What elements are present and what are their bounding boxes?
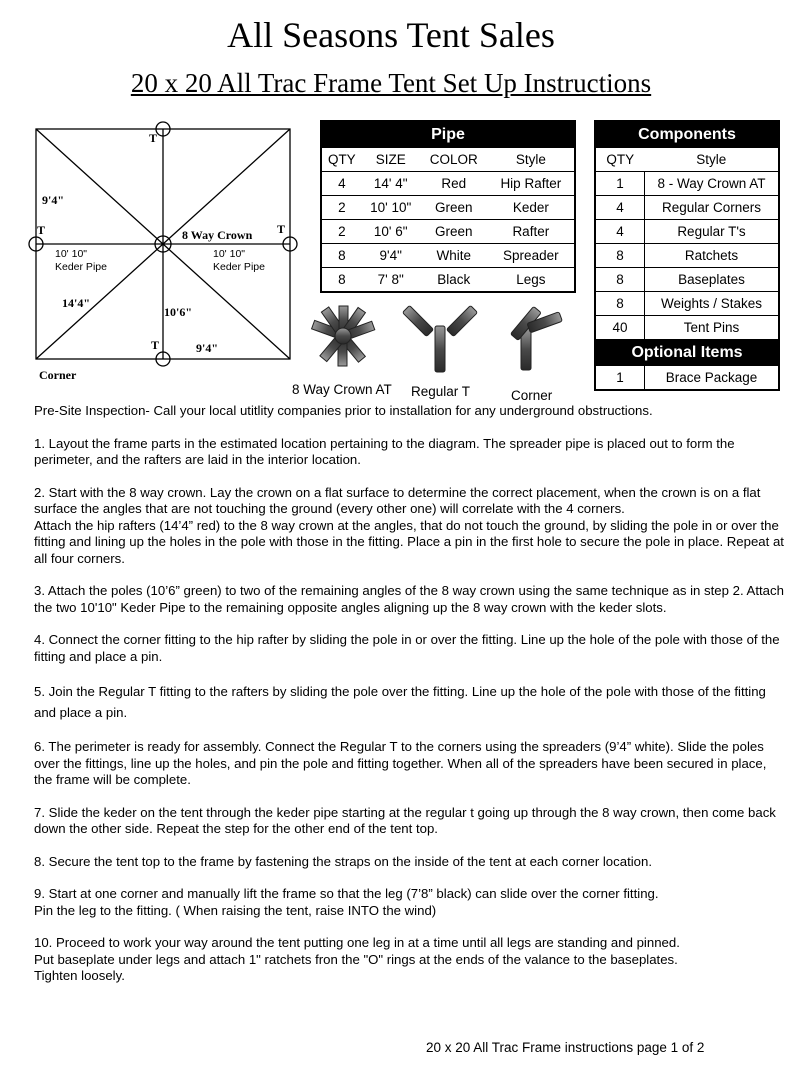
t-label-left: T [37,223,46,237]
regular-t-fitting-image [402,305,477,372]
t-label-right: T [277,222,286,236]
cell: Green [420,220,488,244]
cell: Legs [488,268,575,293]
cell: 8 [321,268,362,293]
table-row [321,268,575,293]
dim-9-4-bottom: 9'4" [196,341,218,355]
table-row [595,268,779,292]
dim-9-4-left: 9'4" [42,193,64,207]
table-row [595,220,779,244]
t-label-top: T [149,131,158,145]
frame-diagram [25,120,305,385]
page-title: All Seasons Tent Sales [227,15,555,55]
cell: 10' 6" [362,220,420,244]
cell: Ratchets [645,244,780,268]
table-row [595,292,779,316]
table-row [595,316,779,340]
step-5: 5. Join the Regular T fitting to the rafters by sliding the pole over the fitting. Line up the hole of the pole with those of the fitting and place a pin. [34,684,766,720]
t-label-bottom: T [151,338,160,352]
keder-left-name: Keder Pipe [55,261,107,273]
pipe-col-style: Style [488,148,575,172]
step-10-line-2: Put baseplate under legs and attach 1" ratchets fron the "O" rings at the ends of the valance to the baseplates. [34,951,678,967]
keder-right-name: Keder Pipe [213,261,265,273]
corner-label: Corner [39,368,77,382]
pipe-col-qty: QTY [321,148,362,172]
cell: Hip Rafter [488,172,575,196]
cell: 1 [595,366,645,390]
cell: 2 [321,220,362,244]
page-footer: 20 x 20 All Trac Frame instructions page 1 of 2 [426,1040,705,1055]
step-9-line-2: Pin the leg to the fitting. ( When raising the tent, raise INTO the wind) [34,902,437,918]
cell: 9'4" [362,244,420,268]
crown-label: 8 Way Crown [182,228,253,242]
step-9 [34,886,784,919]
step-10-line-1: 10. Proceed to work your way around the tent putting one leg in at a time until all legs are standing and pinned. [34,935,680,950]
fittings-illustration [295,298,585,378]
table-row [321,220,575,244]
step-9-line-1: 9. Start at one corner and manually lift the frame so that the leg (7’8” black) can slide over the corner fitting. [34,886,659,901]
cell: 40 [595,316,645,340]
step-2-part-a: 2. Start with the 8 way crown. Lay the crown on a flat surface to determine the correct placement, when the crown is on a flat surface the angles that are not touching the ground (every other one) will correlate with the 4 corners. [34,484,761,516]
cell: 14' 4" [362,172,420,196]
table-row [595,244,779,268]
keder-right-size: 10' 10" [213,248,246,260]
cell: Regular T's [645,220,780,244]
pre-site-inspection: Pre-Site Inspection- Call your local utitlity companies prior to installation for any underground obstructions. [34,403,653,418]
step-3: 3. Attach the poles (10’6” green) to two of the remaining angles of the 8 way crown using the same technique as in step 2. Attach the two 10'10" Keder Pipe to the remaining opposite angles aligning up the 8 way crown with the keder slots. [34,583,784,615]
table-row [595,196,779,220]
cell: 8 - Way Crown AT [645,172,780,196]
cell: White [420,244,488,268]
cell: 4 [595,220,645,244]
cell: 4 [321,172,362,196]
cell: Regular Corners [645,196,780,220]
table-row [321,172,575,196]
dim-14-4: 14'4" [62,296,90,310]
corner-fitting-label: Corner [511,388,553,403]
cell: Keder [488,196,575,220]
instructions [34,403,784,1001]
comp-col-qty: QTY [595,148,645,172]
step-10 [34,935,784,985]
cell: 8 [595,244,645,268]
cell: Black [420,268,488,293]
cell: 8 [595,292,645,316]
cell: Rafter [488,220,575,244]
cell: Baseplates [645,268,780,292]
table-row [595,366,779,390]
cell: Spreader [488,244,575,268]
cell: 7' 8" [362,268,420,293]
step-1: 1. Layout the frame parts in the estimated location pertaining to the diagram. The spreader pipe is placed out to form the perimeter, and the rafters are laid in the interior location. [34,435,735,467]
corner-fitting-image [510,306,562,370]
cell: 8 [595,268,645,292]
cell: 10' 10" [362,196,420,220]
comp-col-style: Style [645,148,780,172]
step-2 [34,485,784,518]
components-table [594,120,780,391]
crown-fitting-image [312,306,375,366]
cell: Brace Package [665,370,758,385]
step-8: 8. Secure the tent top to the frame by fastening the straps on the inside of the tent at each corner location. [34,853,652,869]
regular-t-fitting-label: Regular T [411,384,471,399]
page-subtitle: 20 x 20 All Trac Frame Tent Set Up Instructions [130,68,652,98]
cell: 4 [595,196,645,220]
pipe-col-size: SIZE [362,148,420,172]
cell: Green [420,196,488,220]
cell: Red [420,172,488,196]
table-row [595,172,779,196]
crown-fitting-label: 8 Way Crown AT [292,382,392,397]
step-7: 7. Slide the keder on the tent through the keder pipe starting at the regular t going up through the 8 way crown, then come back down the other side. Repeat the step for the other end of the tent top. [34,804,776,836]
pipe-table [320,120,576,293]
cell: 8 [321,244,362,268]
keder-left-size: 10' 10" [55,248,88,260]
step-2-part-b: Attach the hip rafters (14’4” red) to the 8 way crown at the angles, that do not touch the ground, by sliding the pole in or over the fitting and lining up the holes in the pole with those in the fitting. Place a pin in the first hole to secure the pole in place. Repeat at all four corners. [34,517,784,566]
table-row [321,196,575,220]
optional-items-title: Optional Items [595,340,779,367]
step-4: 4. Connect the corner fitting to the hip rafter by sliding the pole in or over the fitting. Line up the hole of the pole with those of the fitting and place a pin. [34,632,780,664]
cell: Tent Pins [645,316,780,340]
cell: Weights / Stakes [645,292,780,316]
step-2-cont [34,518,784,568]
table-row [321,244,575,268]
step-10-line-3: Tighten loosely. [34,968,125,983]
pipe-col-color: COLOR [420,148,488,172]
dim-10-6: 10'6" [164,305,192,319]
cell: 2 [321,196,362,220]
components-table-title: Components [595,121,779,148]
step-6: 6. The perimeter is ready for assembly. Connect the Regular T to the corners using the spreaders (9’4” white). Slide the poles over the fittings, line up the holes, and pin the pole and fitting together. When all of the spreaders have been secured in place, the frame will be complete. [34,739,767,787]
cell: 1 [595,172,645,196]
pipe-table-title: Pipe [321,121,575,148]
